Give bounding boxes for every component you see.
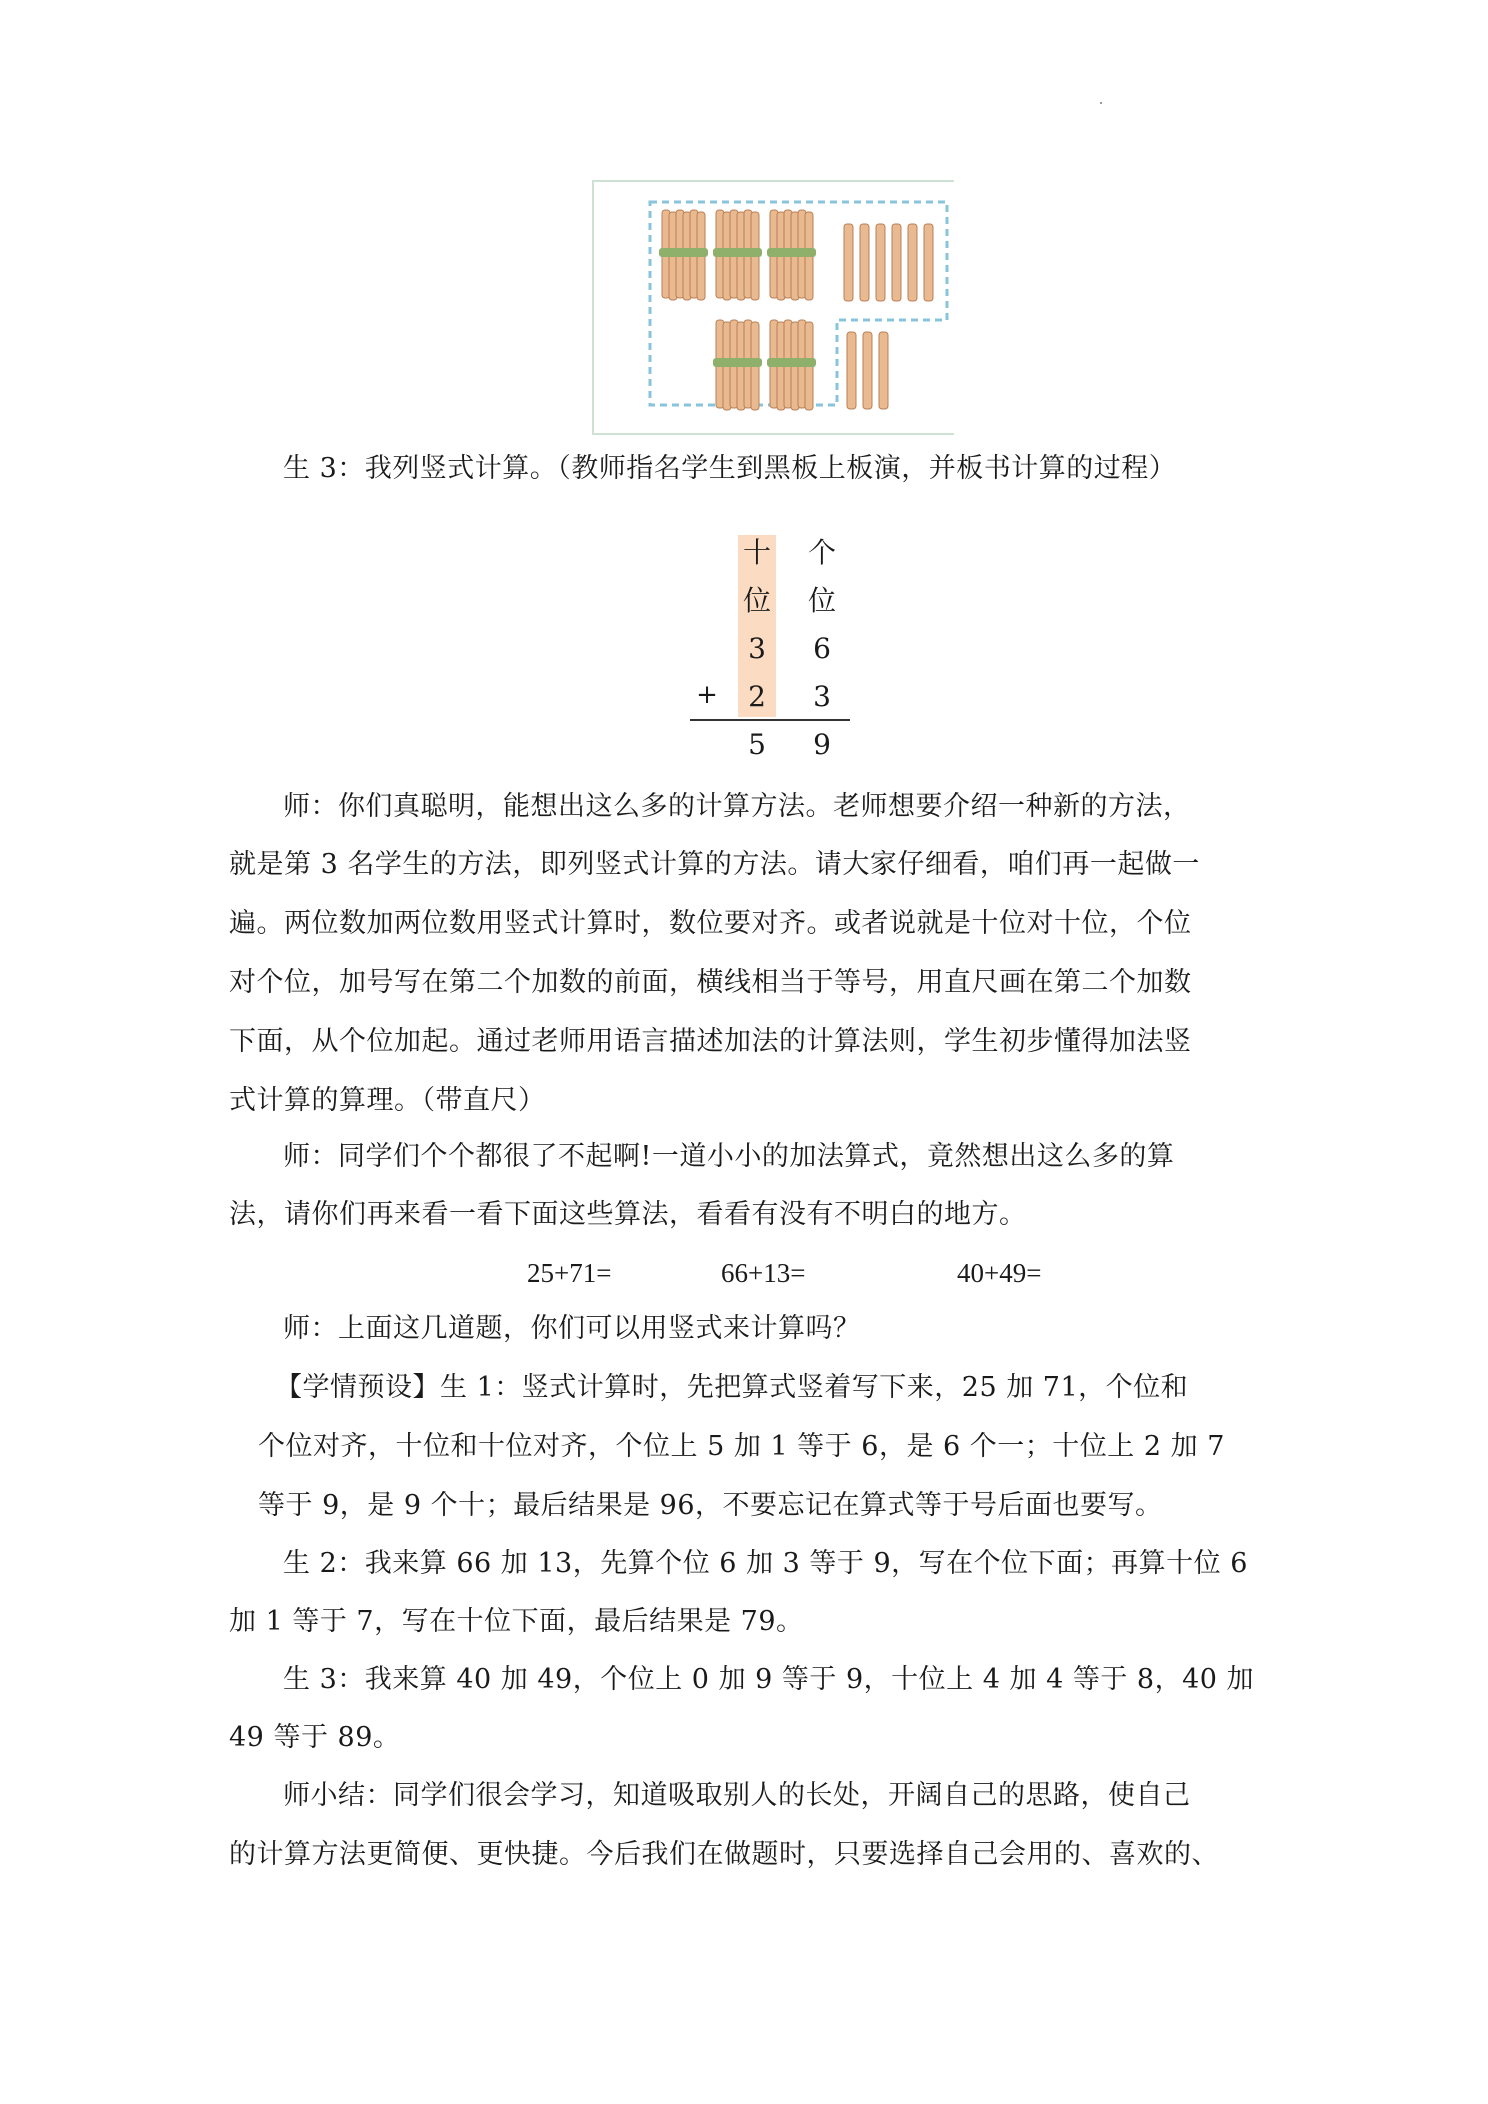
header-tens-char-2: 位 — [742, 584, 771, 617]
para6-line-1: 生 3：我来算 40 加 49，个位上 0 加 9 等于 9，十位上 4 加 4 等于 8，40 加 — [283, 1664, 1255, 1695]
example-1: 25+71= — [527, 1258, 612, 1288]
single-stick — [863, 332, 872, 409]
result-ones: 9 — [813, 728, 831, 761]
single-stick — [847, 332, 856, 409]
addend1-ones: 6 — [813, 632, 831, 665]
vertical-calculation — [690, 535, 860, 775]
header-ones-char-2: 位 — [807, 584, 836, 617]
para4-line-3: 等于 9，是 9 个十；最后结果是 96，不要忘记在算式等于号后面也要写。 — [258, 1490, 1163, 1521]
caption-student-3: 生 3：我列竖式计算。（教师指名学生到黑板上板演，并板书计算的过程） — [283, 453, 1177, 484]
stick-bundle — [659, 210, 708, 300]
example-3: 40+49= — [957, 1258, 1042, 1288]
single-stick — [879, 332, 888, 409]
addend1-tens: 3 — [748, 632, 766, 665]
example-2: 66+13= — [721, 1258, 806, 1288]
stick-bundle — [713, 320, 762, 410]
para1-line-3: 遍。两位数加两位数用竖式计算时，数位要对齐。或者说就是十位对十位，个位 — [229, 908, 1192, 939]
para1-line-4: 对个位，加号写在第二个加数的前面，横线相当于等号，用直尺画在第二个加数 — [229, 967, 1192, 998]
para1-line-5: 下面，从个位加起。通过老师用语言描述加法的计算法则，学生初步懂得加法竖 — [229, 1026, 1192, 1057]
single-stick — [860, 224, 869, 301]
single-stick — [876, 224, 885, 301]
para6-line-2: 49 等于 89。 — [229, 1722, 401, 1753]
header-tens-char-1: 十 — [742, 536, 771, 569]
addend2-tens: 2 — [748, 680, 766, 713]
stick-bundle — [767, 320, 816, 410]
para5-line-2: 加 1 等于 7，写在十位下面，最后结果是 79。 — [229, 1606, 804, 1637]
plus-sign: + — [696, 680, 718, 710]
scan-dot — [1100, 102, 1102, 104]
sum-line — [690, 719, 850, 721]
para1-line-2: 就是第 3 名学生的方法，即列竖式计算的方法。请大家仔细看，咱们再一起做一 — [229, 849, 1200, 880]
para5-line-1: 生 2：我来算 66 加 13，先算个位 6 加 3 等于 9，写在个位下面；再算十位 6 — [283, 1548, 1248, 1579]
para3-line-1: 师：上面这几道题，你们可以用竖式来计算吗？ — [283, 1313, 861, 1344]
para7-line-2: 的计算方法更简便、更快捷。今后我们在做题时，只要选择自己会用的、喜欢的、 — [229, 1839, 1219, 1870]
para1-line-1: 师：你们真聪明，能想出这么多的计算方法。老师想要介绍一种新的方法， — [283, 791, 1191, 822]
result-tens: 5 — [748, 728, 766, 761]
single-stick — [892, 224, 901, 301]
single-stick — [908, 224, 917, 301]
addend2-ones: 3 — [813, 680, 831, 713]
para4-line-2: 个位对齐，十位和十位对齐，个位上 5 加 1 等于 6，是 6 个一；十位上 2 加 7 — [258, 1431, 1225, 1462]
para1-line-6: 式计算的算理。（带直尺） — [229, 1085, 546, 1116]
single-stick — [844, 224, 853, 301]
sticks-illustration — [592, 180, 954, 435]
single-stick — [924, 224, 933, 301]
header-ones-char-1: 个 — [807, 536, 836, 569]
stick-bundle — [713, 210, 762, 300]
para4-line-1: 【学情预设】生 1：竖式计算时，先把算式竖着写下来，25 加 71，个位和 — [275, 1372, 1189, 1403]
para2-line-2: 法，请你们再来看一看下面这些算法，看看有没有不明白的地方。 — [229, 1199, 1027, 1230]
para2-line-1: 师：同学们个个都很了不起啊!一道小小的加法算式，竟然想出这么多的算 — [283, 1141, 1175, 1172]
sticks-figure — [592, 180, 954, 435]
stick-bundle — [767, 210, 816, 300]
para7-line-1: 师小结：同学们很会学习，知道吸取别人的长处，开阔自己的思路，使自己 — [283, 1780, 1191, 1811]
